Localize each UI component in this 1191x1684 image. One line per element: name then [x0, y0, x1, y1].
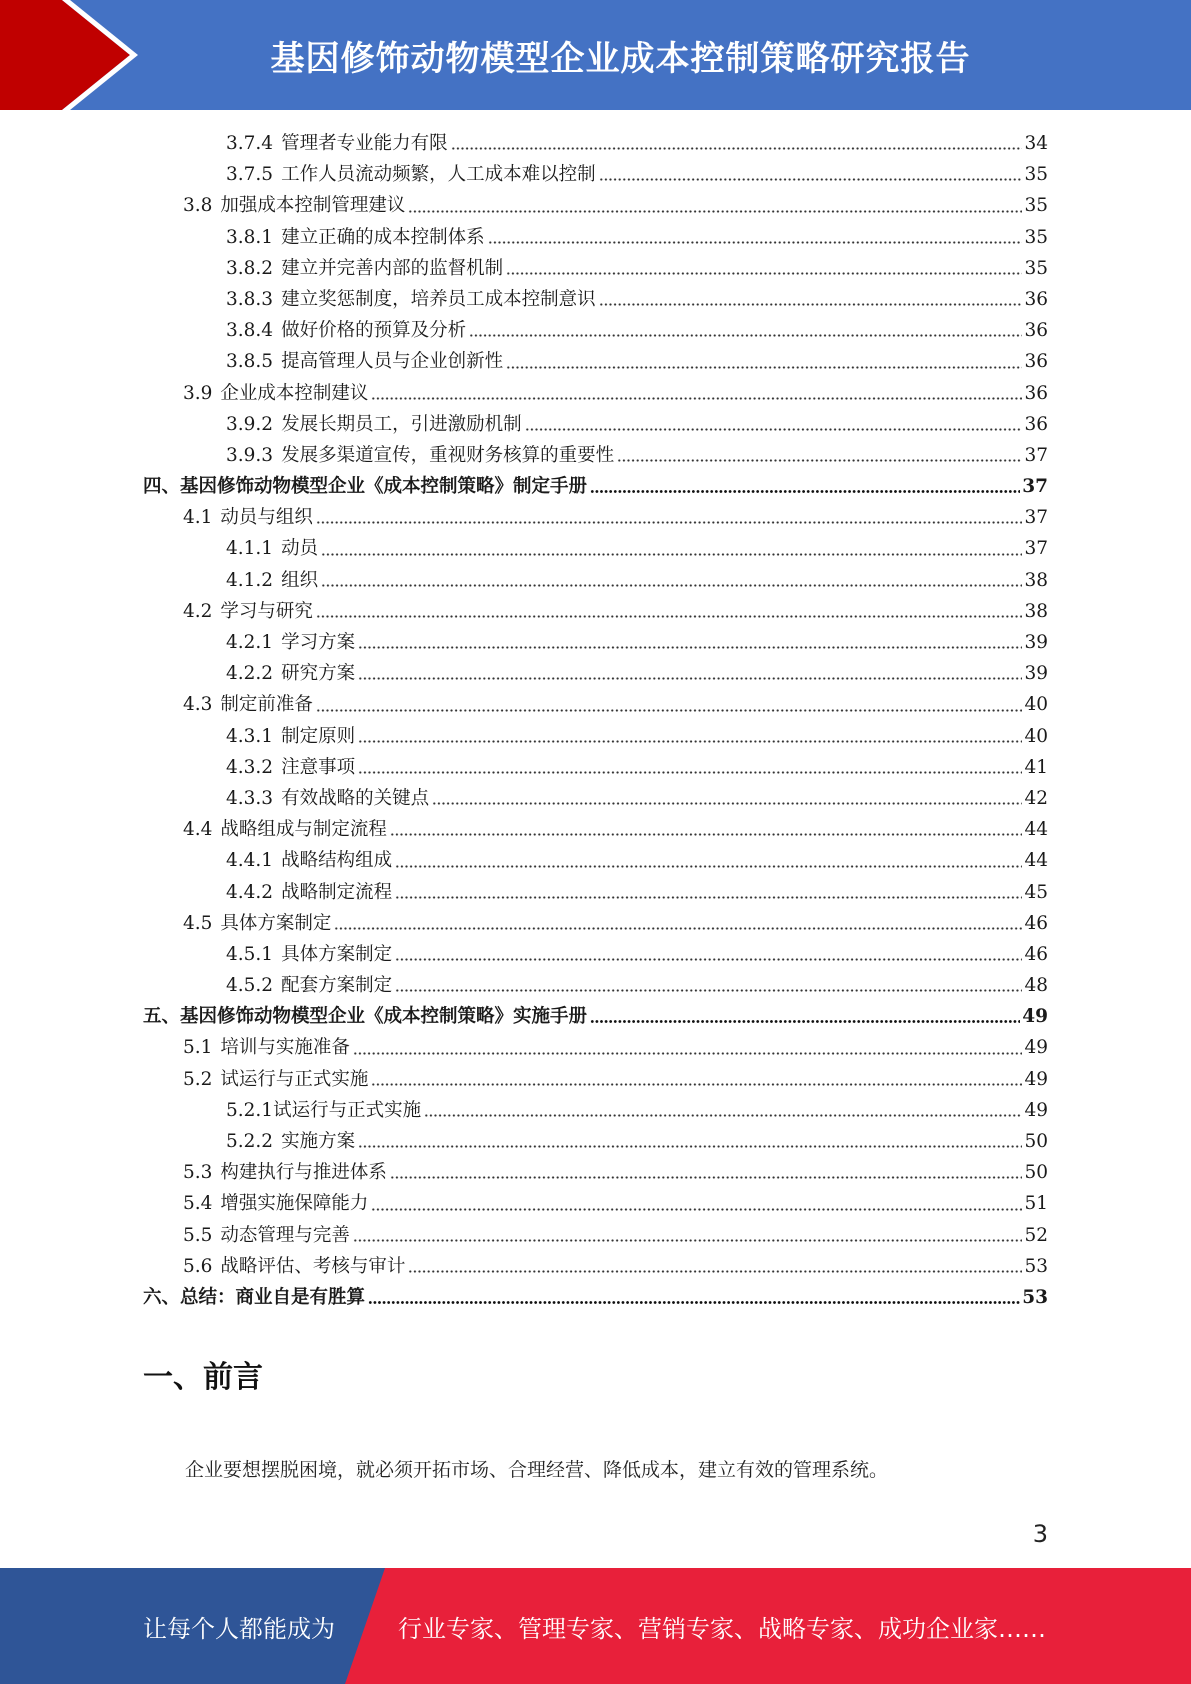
toc-entry[interactable]: [143, 378, 1048, 409]
toc-entry-page: 51: [1024, 1193, 1048, 1215]
toc-entry[interactable]: [143, 1126, 1048, 1157]
toc-entry-page: 36: [1024, 351, 1048, 373]
toc-dot-leader: [506, 265, 1022, 275]
section-heading: 一、前言: [143, 1360, 263, 1395]
toc-entry-page: 38: [1024, 600, 1048, 622]
toc-entry[interactable]: [143, 939, 1048, 970]
toc-dot-leader: [599, 296, 1023, 306]
toc-entry-page: 50: [1024, 1131, 1048, 1152]
toc-entry[interactable]: [143, 1001, 1048, 1032]
toc-entry-number: 4.4.2: [226, 881, 274, 903]
toc-entry-title: 组织: [281, 569, 319, 591]
toc-dot-leader: [371, 1076, 1022, 1086]
toc-dot-leader: [488, 234, 1023, 244]
toc-dot-leader: [390, 1169, 1023, 1179]
toc-entry[interactable]: [143, 1220, 1048, 1251]
toc-dot-leader: [358, 670, 1022, 680]
toc-entry-number: 3.9: [183, 382, 213, 404]
toc-entry[interactable]: [143, 440, 1048, 471]
toc-entry-number: 5.2.1: [226, 1099, 274, 1121]
toc-dot-leader: [599, 171, 1023, 181]
toc-dot-leader: [432, 795, 1022, 805]
toc-entry[interactable]: [143, 658, 1048, 689]
toc-entry[interactable]: [143, 845, 1048, 876]
toc-entry[interactable]: [143, 1032, 1048, 1063]
toc-dot-leader: [353, 1045, 1023, 1055]
header-arrow-decoration: [0, 0, 180, 110]
toc-dot-leader: [408, 1263, 1022, 1273]
toc-entry[interactable]: [143, 970, 1048, 1001]
toc-entry-title: 制定原则: [281, 725, 356, 747]
toc-entry-page: 37: [1024, 507, 1048, 529]
toc-entry-page: 36: [1024, 288, 1048, 310]
toc-entry-title: 学习方案: [281, 632, 356, 653]
toc-entry-title: 六、总结：商业自是有胜算: [143, 1286, 366, 1308]
toc-entry[interactable]: [143, 877, 1048, 908]
toc-entry-title: 战略结构组成: [281, 850, 393, 872]
toc-entry-number: 3.8.5: [226, 351, 274, 373]
toc-entry-title: 试运行与正式实施: [220, 1068, 369, 1090]
toc-dot-leader: [617, 452, 1022, 462]
toc-entry-number: 5.6: [183, 1255, 213, 1277]
toc-entry-title: 企业成本控制建议: [220, 382, 369, 404]
toc-entry-number: 4.2.1: [226, 632, 274, 653]
toc-entry-number: 4.2.2: [226, 663, 274, 685]
toc-entry-title: 建立并完善内部的监督机制: [281, 257, 504, 279]
toc-entry-page: 40: [1024, 725, 1048, 747]
toc-entry-number: 4.5.1: [226, 943, 274, 965]
toc-entry-page: 34: [1024, 133, 1048, 154]
toc-dot-leader: [590, 483, 1020, 493]
toc-entry[interactable]: [143, 1157, 1048, 1188]
toc-entry-number: 3.9.2: [226, 413, 274, 435]
toc-entry-title: 注意事项: [281, 756, 356, 778]
toc-entry-number: 4.4: [183, 819, 213, 841]
toc-entry-title: 发展长期员工，引进激励机制: [281, 413, 522, 435]
toc-entry[interactable]: [143, 783, 1048, 814]
toc-entry-page: 46: [1024, 912, 1048, 934]
toc-entry-page: 39: [1024, 663, 1048, 685]
toc-entry-number: 5.2.2: [226, 1131, 274, 1152]
toc-entry-page: 45: [1024, 881, 1048, 903]
toc-entry-number: 3.8.1: [226, 226, 274, 248]
toc-dot-leader: [525, 421, 1023, 431]
toc-entry-title: 动态管理与完善: [220, 1224, 350, 1246]
toc-entry-page: 40: [1024, 694, 1048, 716]
footer-slogan-left: 让每个人都能成为: [143, 1614, 335, 1643]
toc-entry[interactable]: [143, 1282, 1048, 1313]
toc-entry-title: 战略制定流程: [281, 881, 393, 903]
toc-entry[interactable]: [143, 190, 1048, 221]
toc-dot-leader: [358, 764, 1022, 774]
toc-dot-leader: [358, 639, 1022, 649]
toc-entry-number: 3.8.2: [226, 257, 274, 279]
toc-dot-leader: [316, 702, 1023, 712]
toc-dot-leader: [408, 203, 1022, 213]
toc-dot-leader: [334, 920, 1022, 930]
toc-entry-title: 实施方案: [281, 1131, 356, 1152]
toc-entry-title: 制定前准备: [220, 694, 313, 716]
toc-entry-page: 46: [1024, 943, 1048, 965]
toc-entry-title: 建立正确的成本控制体系: [281, 226, 485, 248]
toc-dot-leader: [371, 390, 1022, 400]
toc-entry[interactable]: [143, 908, 1048, 939]
header-banner: [0, 0, 1191, 110]
toc-dot-leader: [590, 1013, 1020, 1023]
toc-entry-page: 36: [1024, 413, 1048, 435]
toc-entry-page: 53: [1022, 1286, 1048, 1308]
toc-entry-number: 4.2: [183, 600, 213, 622]
toc-entry-page: 52: [1024, 1224, 1048, 1246]
toc-entry[interactable]: [143, 284, 1048, 315]
toc-entry-title: 具体方案制定: [281, 943, 393, 965]
toc-entry-title: 做好价格的预算及分析: [281, 320, 467, 342]
toc-entry[interactable]: [143, 752, 1048, 783]
footer-slogan-right: 行业专家、管理专家、营销专家、战略专家、成功企业家……: [398, 1614, 1046, 1643]
toc-dot-leader: [424, 1107, 1022, 1117]
toc-entry-title: 培训与实施准备: [220, 1037, 350, 1059]
toc-entry-title: 试运行与正式实施: [273, 1099, 422, 1121]
toc-entry-title: 增强实施保障能力: [220, 1193, 369, 1215]
toc-entry-title: 动员: [281, 538, 319, 560]
toc-entry[interactable]: [143, 814, 1048, 845]
toc-dot-leader: [316, 514, 1023, 524]
toc-dot-leader: [358, 1138, 1022, 1148]
toc-entry-number: 4.5: [183, 912, 213, 934]
toc-entry-number: 5.1: [183, 1037, 213, 1059]
toc-entry[interactable]: [143, 533, 1048, 564]
toc-entry-page: 44: [1024, 819, 1048, 841]
toc-entry-title: 学习与研究: [220, 600, 313, 622]
toc-entry[interactable]: [143, 596, 1048, 627]
toc-entry-title: 战略评估、考核与审计: [220, 1255, 406, 1277]
toc-entry-page: 41: [1024, 756, 1048, 778]
table-of-contents: [143, 128, 1048, 1313]
document-title: 基因修饰动物模型企业成本控制策略研究报告: [270, 38, 971, 79]
toc-entry[interactable]: [143, 409, 1048, 440]
toc-entry-number: 3.7.5: [226, 164, 274, 186]
toc-entry-number: 3.8: [183, 195, 213, 217]
toc-entry-number: 4.3.2: [226, 756, 274, 778]
toc-entry-number: 4.1: [183, 507, 213, 529]
toc-entry-page: 38: [1024, 569, 1048, 591]
toc-entry-page: 53: [1024, 1255, 1048, 1277]
toc-entry-page: 36: [1024, 320, 1048, 342]
toc-entry-title: 动员与组织: [220, 507, 313, 529]
toc-entry[interactable]: [143, 346, 1048, 377]
toc-dot-leader: [469, 327, 1022, 337]
page-number: 3: [1032, 1520, 1048, 1548]
toc-entry[interactable]: [143, 1095, 1048, 1126]
toc-entry-title: 工作人员流动频繁，人工成本难以控制: [281, 164, 596, 186]
toc-entry-number: 4.1.2: [226, 569, 274, 591]
toc-entry-number: 4.3.3: [226, 787, 274, 809]
toc-entry[interactable]: [143, 627, 1048, 658]
toc-entry-title: 发展多渠道宣传，重视财务核算的重要性: [281, 444, 615, 466]
toc-entry-page: 35: [1024, 164, 1048, 186]
toc-dot-leader: [390, 826, 1023, 836]
toc-dot-leader: [321, 546, 1022, 556]
toc-entry-number: 5.4: [183, 1193, 213, 1215]
toc-entry-number: 4.4.1: [226, 850, 274, 872]
toc-dot-leader: [395, 951, 1022, 961]
toc-entry-title: 加强成本控制管理建议: [220, 195, 406, 217]
toc-entry-title: 研究方案: [281, 663, 356, 685]
toc-dot-leader: [358, 733, 1022, 743]
toc-entry-number: 3.8.3: [226, 288, 274, 310]
toc-entry-number: 3.7.4: [226, 133, 274, 154]
toc-entry-number: 4.1.1: [226, 538, 274, 560]
toc-entry-page: 49: [1024, 1068, 1048, 1090]
toc-entry[interactable]: [143, 471, 1048, 502]
toc-entry-title: 五、基因修饰动物模型企业《成本控制策略》实施手册: [143, 1006, 588, 1028]
body-paragraph: 企业要想摆脱困境，就必须开拓市场、合理经营、降低成本，建立有效的管理系统。: [185, 1459, 889, 1481]
toc-entry-number: 3.9.3: [226, 444, 274, 466]
toc-entry[interactable]: [143, 222, 1048, 253]
toc-entry-page: 48: [1024, 975, 1048, 997]
toc-entry-title: 具体方案制定: [220, 912, 332, 934]
toc-entry-number: 4.3: [183, 694, 213, 716]
toc-entry-page: 50: [1024, 1162, 1048, 1184]
toc-entry-page: 35: [1024, 195, 1048, 217]
toc-entry[interactable]: [143, 128, 1048, 159]
toc-entry[interactable]: [143, 315, 1048, 346]
toc-entry-page: 49: [1024, 1037, 1048, 1059]
toc-entry-page: 49: [1022, 1006, 1048, 1028]
toc-entry-number: 5.3: [183, 1162, 213, 1184]
toc-entry-page: 39: [1024, 632, 1048, 653]
toc-entry-page: 37: [1024, 538, 1048, 560]
toc-entry-number: 4.5.2: [226, 975, 274, 997]
toc-dot-leader: [371, 1201, 1022, 1211]
toc-entry[interactable]: [143, 1251, 1048, 1282]
toc-entry-title: 提高管理人员与企业创新性: [281, 351, 504, 373]
toc-dot-leader: [395, 982, 1022, 992]
toc-entry-number: 3.8.4: [226, 320, 274, 342]
toc-entry-page: 44: [1024, 850, 1048, 872]
toc-dot-leader: [316, 608, 1023, 618]
toc-entry[interactable]: [143, 565, 1048, 596]
toc-entry-page: 35: [1024, 226, 1048, 248]
toc-entry[interactable]: [143, 159, 1048, 190]
toc-entry-title: 配套方案制定: [281, 975, 393, 997]
toc-dot-leader: [395, 858, 1022, 868]
footer-banner: [0, 1568, 1191, 1684]
toc-entry[interactable]: [143, 689, 1048, 720]
toc-entry-page: 42: [1024, 787, 1048, 809]
toc-entry-page: 49: [1024, 1099, 1048, 1121]
toc-dot-leader: [506, 359, 1022, 369]
toc-entry-title: 管理者专业能力有限: [281, 133, 448, 154]
toc-entry-title: 战略组成与制定流程: [220, 819, 387, 841]
toc-entry-title: 建立奖惩制度，培养员工成本控制意识: [281, 288, 596, 310]
toc-dot-leader: [353, 1232, 1023, 1242]
toc-entry-number: 4.3.1: [226, 725, 274, 747]
toc-entry-title: 有效战略的关键点: [281, 787, 430, 809]
toc-entry-number: 5.5: [183, 1224, 213, 1246]
toc-dot-leader: [395, 889, 1022, 899]
toc-dot-leader: [368, 1294, 1020, 1304]
toc-entry-page: 35: [1024, 257, 1048, 279]
toc-entry[interactable]: [143, 1188, 1048, 1219]
toc-entry-title: 四、基因修饰动物模型企业《成本控制策略》制定手册: [143, 476, 588, 498]
toc-entry[interactable]: [143, 1064, 1048, 1095]
toc-entry[interactable]: [143, 502, 1048, 533]
toc-entry-page: 36: [1024, 382, 1048, 404]
toc-entry-title: 构建执行与推进体系: [220, 1162, 387, 1184]
toc-dot-leader: [451, 140, 1023, 150]
toc-dot-leader: [321, 577, 1022, 587]
toc-entry-number: 5.2: [183, 1068, 213, 1090]
toc-entry[interactable]: [143, 253, 1048, 284]
toc-entry-page: 37: [1024, 444, 1048, 466]
toc-entry-page: 37: [1022, 476, 1048, 498]
toc-entry[interactable]: [143, 721, 1048, 752]
